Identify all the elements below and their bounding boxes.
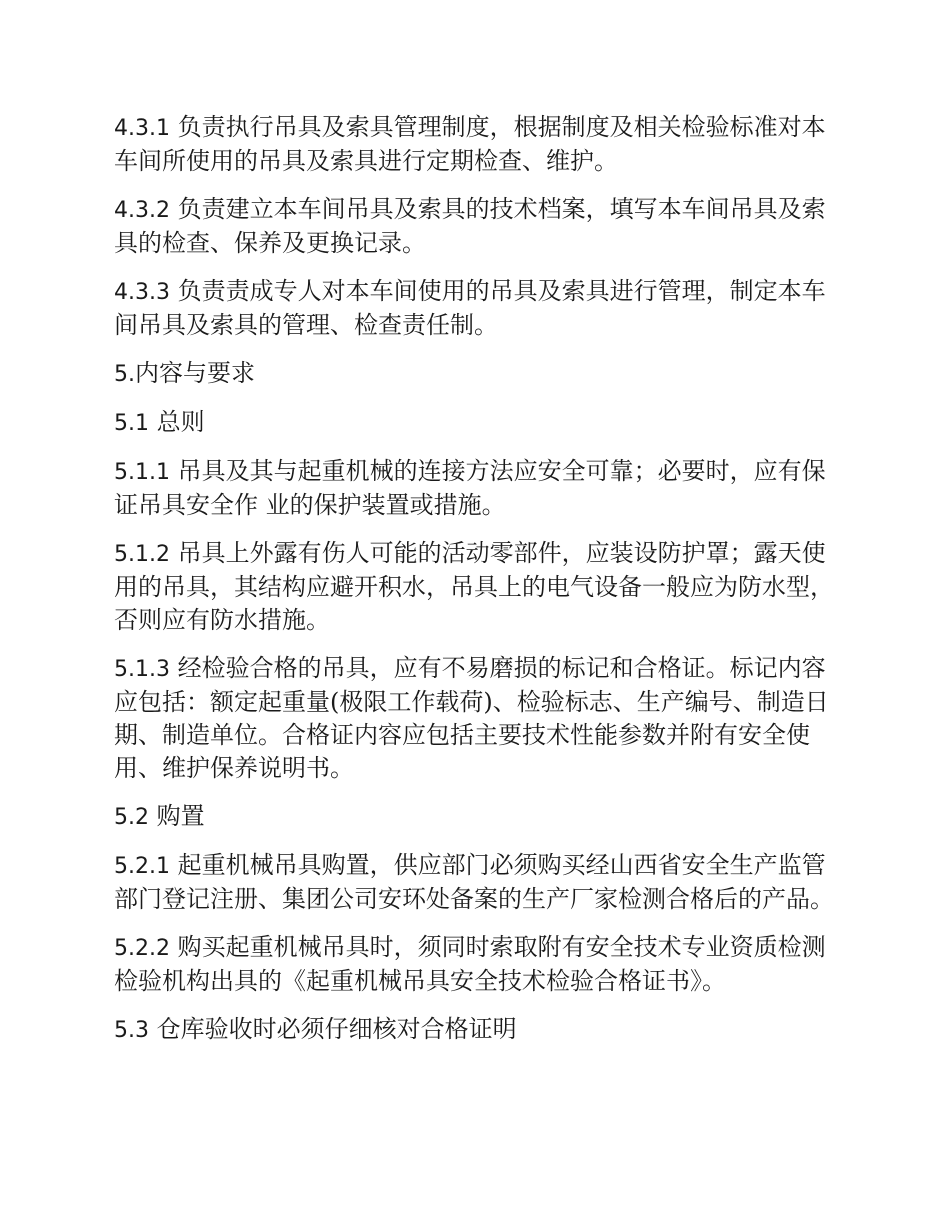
paragraph-5-1-3 <box>114 652 836 785</box>
paragraph-text: 购买起重机械吊具时，须同时索取附有安全技术专业资质检测检验机构出具的《起重机械吊具安全技术检验合格证书》。 <box>114 933 826 995</box>
paragraph-text: 吊具及其与起重机械的连接方法应安全可靠；必要时，应有保证吊具安全作 业的保护装置或措施。 <box>114 457 826 519</box>
paragraph-text: 负责建立本车间吊具及索具的技术档案，填写本车间吊具及索具的检查、保养及更换记录。 <box>114 195 826 257</box>
section-number: 5.1.2 <box>114 542 170 567</box>
paragraph-text: 负责责成专人对本车间使用的吊具及索具进行管理，制定本车间吊具及索具的管理、检查责任制。 <box>114 277 826 339</box>
section-number: 5.3 <box>114 1018 149 1043</box>
paragraph-5-1-2 <box>114 537 836 637</box>
paragraph-5-1-1 <box>114 455 836 522</box>
section-number: 4.3.2 <box>114 198 170 223</box>
heading-text: 内容与要求 <box>135 359 255 387</box>
paragraph-text: 吊具上外露有伤人可能的活动零部件，应装设防护罩；露天使用的吊具，其结构应避开积水，吊具上的电气设备一般应为防水型，否则应有防水措施。 <box>114 539 834 634</box>
paragraph-text: 负责执行吊具及索具管理制度，根据制度及相关检验标准对本车间所使用的吊具及索具进行定期检查、维护。 <box>114 113 826 175</box>
section-number: 5.1.1 <box>114 460 170 485</box>
heading-text: 总则 <box>149 408 205 436</box>
section-number: 5.2 <box>114 805 149 830</box>
section-number: 4.3.1 <box>114 116 170 141</box>
heading-5-1 <box>114 406 836 440</box>
section-number: 5.1 <box>114 411 149 436</box>
section-number: 5.1.3 <box>114 657 170 682</box>
paragraph-4-3-2 <box>114 193 836 260</box>
section-number: 5.2.2 <box>114 936 170 961</box>
heading-5 <box>114 357 836 391</box>
paragraph-4-3-3 <box>114 275 836 342</box>
paragraph-text: 起重机械吊具购置，供应部门必须购买经山西省安全生产监管部门登记注册、集团公司安环处备案的生产厂家检测合格后的产品。 <box>114 851 834 913</box>
section-number: 4.3.3 <box>114 280 170 305</box>
paragraph-text: 经检验合格的吊具，应有不易磨损的标记和合格证。标记内容应包括：额定起重量(极限工作载荷)、检验标志、生产编号、制造日期、制造单位。合格证内容应包括主要技术性能参数并附有安全使用、维护保养说明书。 <box>114 654 829 782</box>
section-number: 5.2.1 <box>114 854 170 879</box>
heading-5-2 <box>114 800 836 834</box>
paragraph-5-2-2 <box>114 931 836 998</box>
heading-text: 仓库验收时必须仔细核对合格证明 <box>149 1015 517 1043</box>
paragraph-5-2-1 <box>114 849 836 916</box>
section-number: 5. <box>114 362 135 387</box>
heading-text: 购置 <box>149 802 205 830</box>
paragraph-4-3-1 <box>114 111 836 178</box>
heading-5-3 <box>114 1013 836 1047</box>
